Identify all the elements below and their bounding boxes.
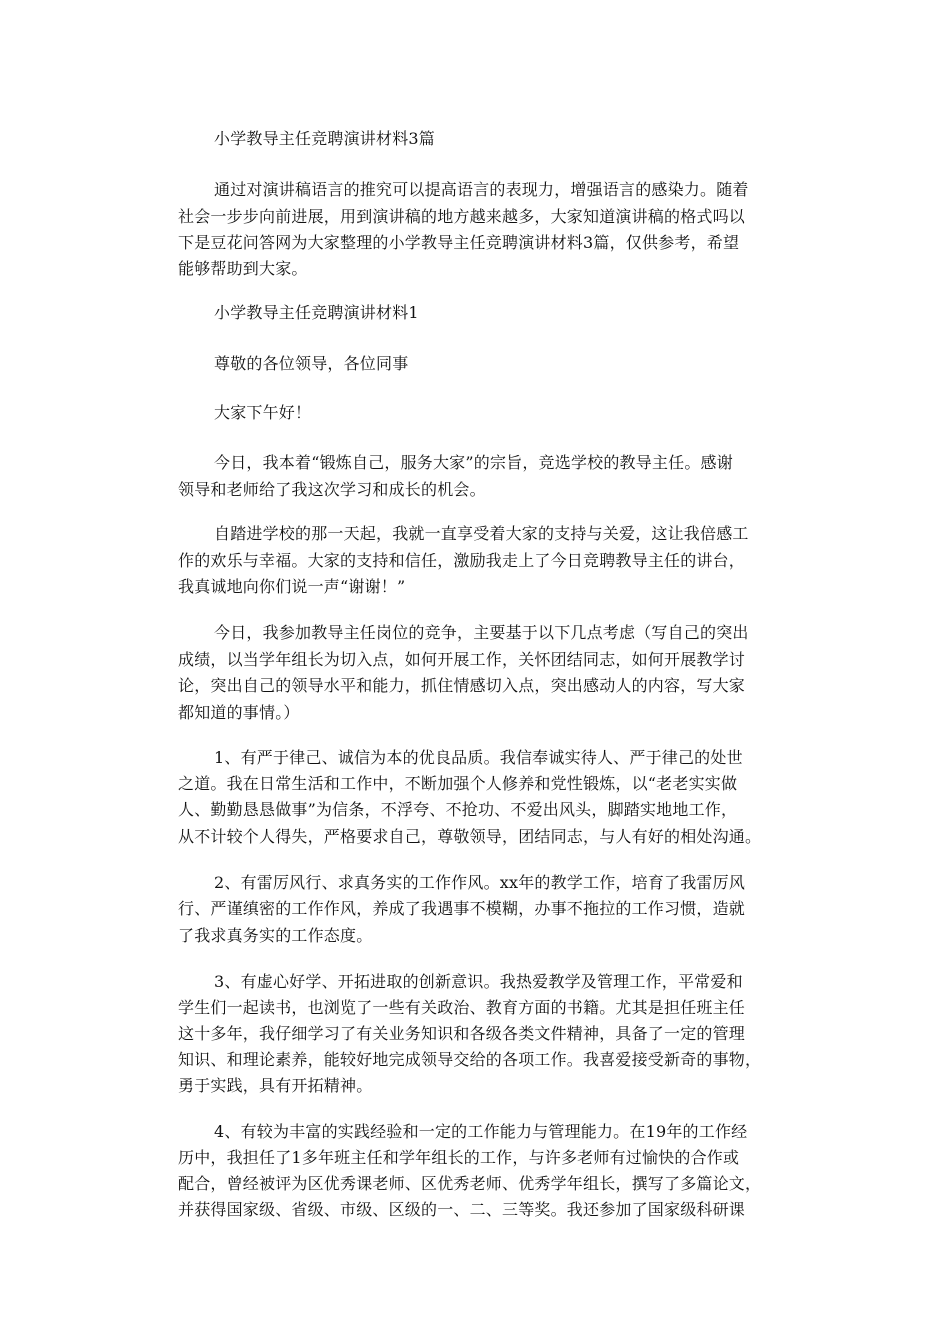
paragraph-line: 都知道的事情。） — [178, 703, 300, 722]
paragraph-line: 并获得国家级、省级、市级、区级的一、二、三等奖。我还参加了国家级科研课 — [178, 1200, 746, 1219]
paragraph-line: 之道。我在日常生活和工作中，不断加强个人修养和党性锻炼，以“老老实实做 — [178, 774, 738, 793]
intro-line: 社会一步步向前进展，用到演讲稿的地方越来越多，大家知道演讲稿的格式吗以 — [178, 207, 746, 226]
paragraph-line: 2、有雷厉风行、求真务实的工作作风。xx年的教学工作，培育了我雷厉风 — [214, 873, 746, 892]
paragraph-line: 了我求真务实的工作态度。 — [178, 926, 373, 945]
paragraph-line: 这十多年，我仔细学习了有关业务知识和各级各类文件精神，具备了一定的管理 — [178, 1024, 746, 1043]
paragraph-line: 从不计较个人得失，严格要求自己，尊敬领导，团结同志，与人有好的相处沟通。 — [178, 827, 762, 846]
intro-line: 能够帮助到大家。 — [178, 259, 308, 278]
paragraph-line: 勇于实践，具有开拓精神。 — [178, 1076, 373, 1095]
paragraph-line: 今日，我参加教导主任岗位的竞争，主要基于以下几点考虑（写自己的突出 — [214, 623, 749, 642]
paragraph-line: 今日，我本着“锻炼自己，服务大家”的宗旨，竞选学校的教导主任。感谢 — [214, 453, 733, 472]
paragraph-line: 人、勤勤恳恳做事”为信条，不浮夸、不抢功、不爱出风头，脚踏实地地工作， — [178, 800, 738, 819]
paragraph-line: 我真诚地向你们说一声“谢谢！” — [178, 577, 406, 596]
paragraph-line: 领导和老师给了我这次学习和成长的机会。 — [178, 480, 486, 499]
greeting-line: 尊敬的各位领导，各位同事 — [214, 354, 409, 373]
paragraph-line: 学生们一起读书，也浏览了一些有关政治、教育方面的书籍。尤其是担任班主任 — [178, 998, 746, 1017]
document-title: 小学教导主任竞聘演讲材料3篇 — [214, 129, 435, 148]
paragraph-line: 1、有严于律己、诚信为本的优良品质。我信奉诚实待人、严于律己的处世 — [214, 748, 743, 767]
paragraph-line: 历中，我担任了1多年班主任和学年组长的工作，与许多老师有过愉快的合作或 — [178, 1148, 740, 1167]
paragraph-line: 4、有较为丰富的实践经验和一定的工作能力与管理能力。在19年的工作经 — [214, 1122, 748, 1141]
greeting-line: 大家下午好！ — [214, 403, 312, 422]
paragraph-line: 作的欢乐与幸福。大家的支持和信任，激励我走上了今日竞聘教导主任的讲台， — [178, 551, 746, 570]
paragraph-line: 知识、和理论素养，能较好地完成领导交给的各项工作。我喜爱接受新奇的事物， — [178, 1050, 762, 1069]
intro-line: 通过对演讲稿语言的推究可以提高语言的表现力，增强语言的感染力。随着 — [214, 180, 749, 199]
paragraph-line: 成绩，以当学年组长为切入点，如何开展工作，关怀团结同志，如何开展教学讨 — [178, 650, 746, 669]
intro-line: 下是豆花问答网为大家整理的小学教导主任竞聘演讲材料3篇，仅供参考，希望 — [178, 233, 740, 252]
paragraph-line: 3、有虚心好学、开拓进取的创新意识。我热爱教学及管理工作，平常爱和 — [214, 972, 743, 991]
paragraph-line: 配合，曾经被评为区优秀课老师、区优秀老师、优秀学年组长，撰写了多篇论文， — [178, 1174, 762, 1193]
paragraph-line: 自踏进学校的那一天起，我就一直享受着大家的支持与关爱，这让我倍感工 — [214, 524, 749, 543]
paragraph-line: 论，突出自己的领导水平和能力，抓住情感切入点，突出感动人的内容，写大家 — [178, 676, 746, 695]
section-title: 小学教导主任竞聘演讲材料1 — [214, 303, 419, 322]
paragraph-line: 行、严谨缜密的工作作风，养成了我遇事不模糊，办事不拖拉的工作习惯，造就 — [178, 899, 746, 918]
